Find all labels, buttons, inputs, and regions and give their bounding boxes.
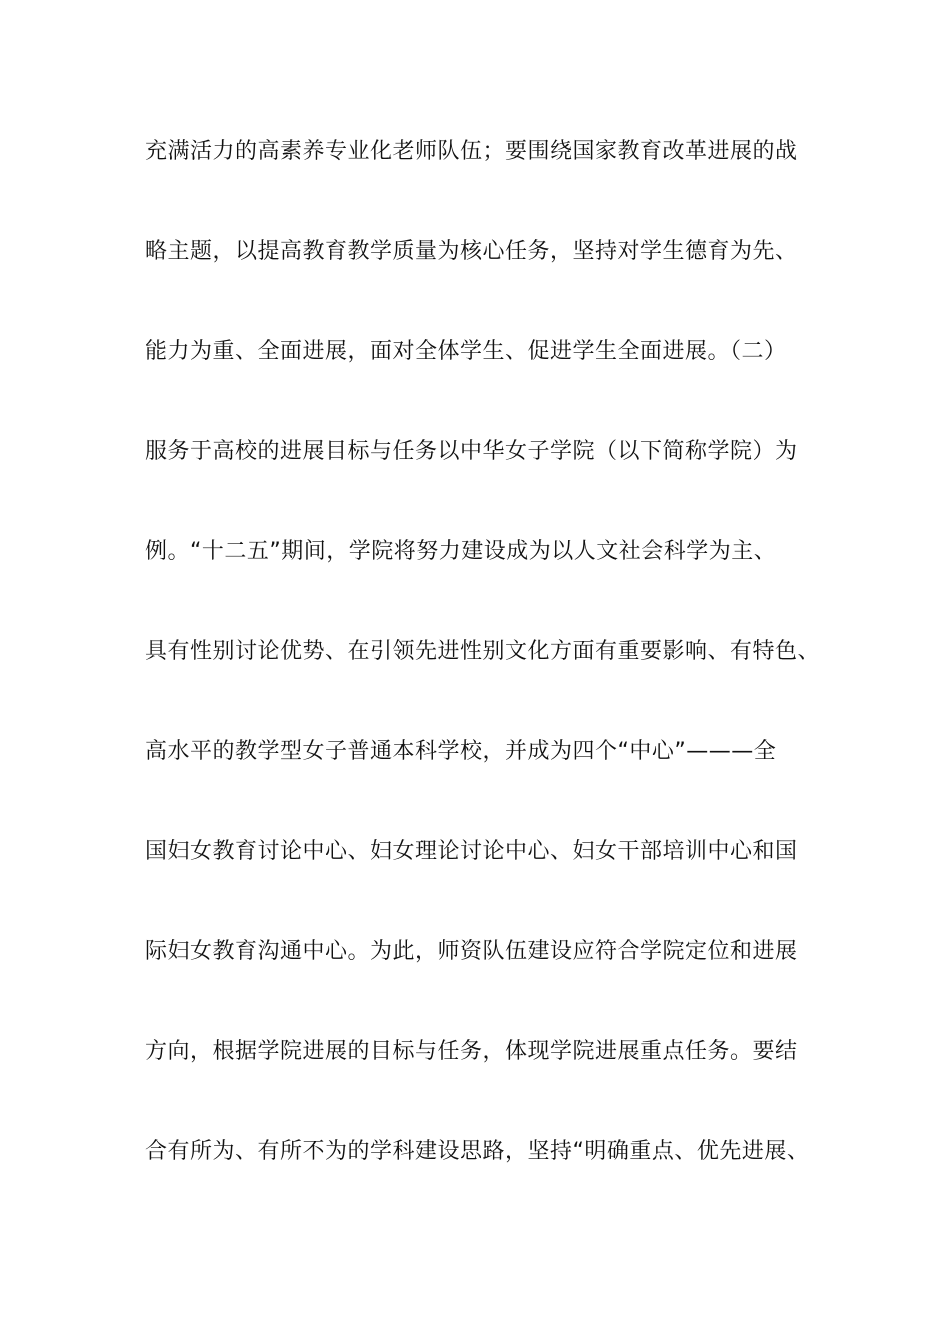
text-line: 充满活力的高素养专业化老师队伍；要围绕国家教育改革进展的战 [145,139,798,164]
text-line: 服务于高校的进展目标与任务以中华女子学院（以下简称学院）为 [145,439,798,464]
text-line: 略主题，以提高教育教学质量为核心任务，坚持对学生德育为先、 [145,239,798,264]
text-line: 际妇女教育沟通中心。为此，师资队伍建设应符合学院定位和进展 [145,939,798,964]
text-line: 能力为重、全面进展，面对全体学生、促进学生全面进展。（二） [145,339,787,364]
text-line: 具有性别讨论优势、在引领先进性别文化方面有重要影响、有特色、 [145,639,821,664]
text-line: 高水平的教学型女子普通本科学校，并成为四个“中心”———全 [145,739,777,764]
text-line: 例。“十二五”期间，学院将努力建设成为以人文社会科学为主、 [145,539,777,564]
body-text [145,130,825,1230]
text-line: 方向，根据学院进展的目标与任务，体现学院进展重点任务。要结 [145,1039,798,1064]
text-line: 合有所为、有所不为的学科建设思路，坚持“明确重点、优先进展、 [145,1139,810,1164]
text-line: 国妇女教育讨论中心、妇女理论讨论中心、妇女干部培训中心和国 [145,839,798,864]
